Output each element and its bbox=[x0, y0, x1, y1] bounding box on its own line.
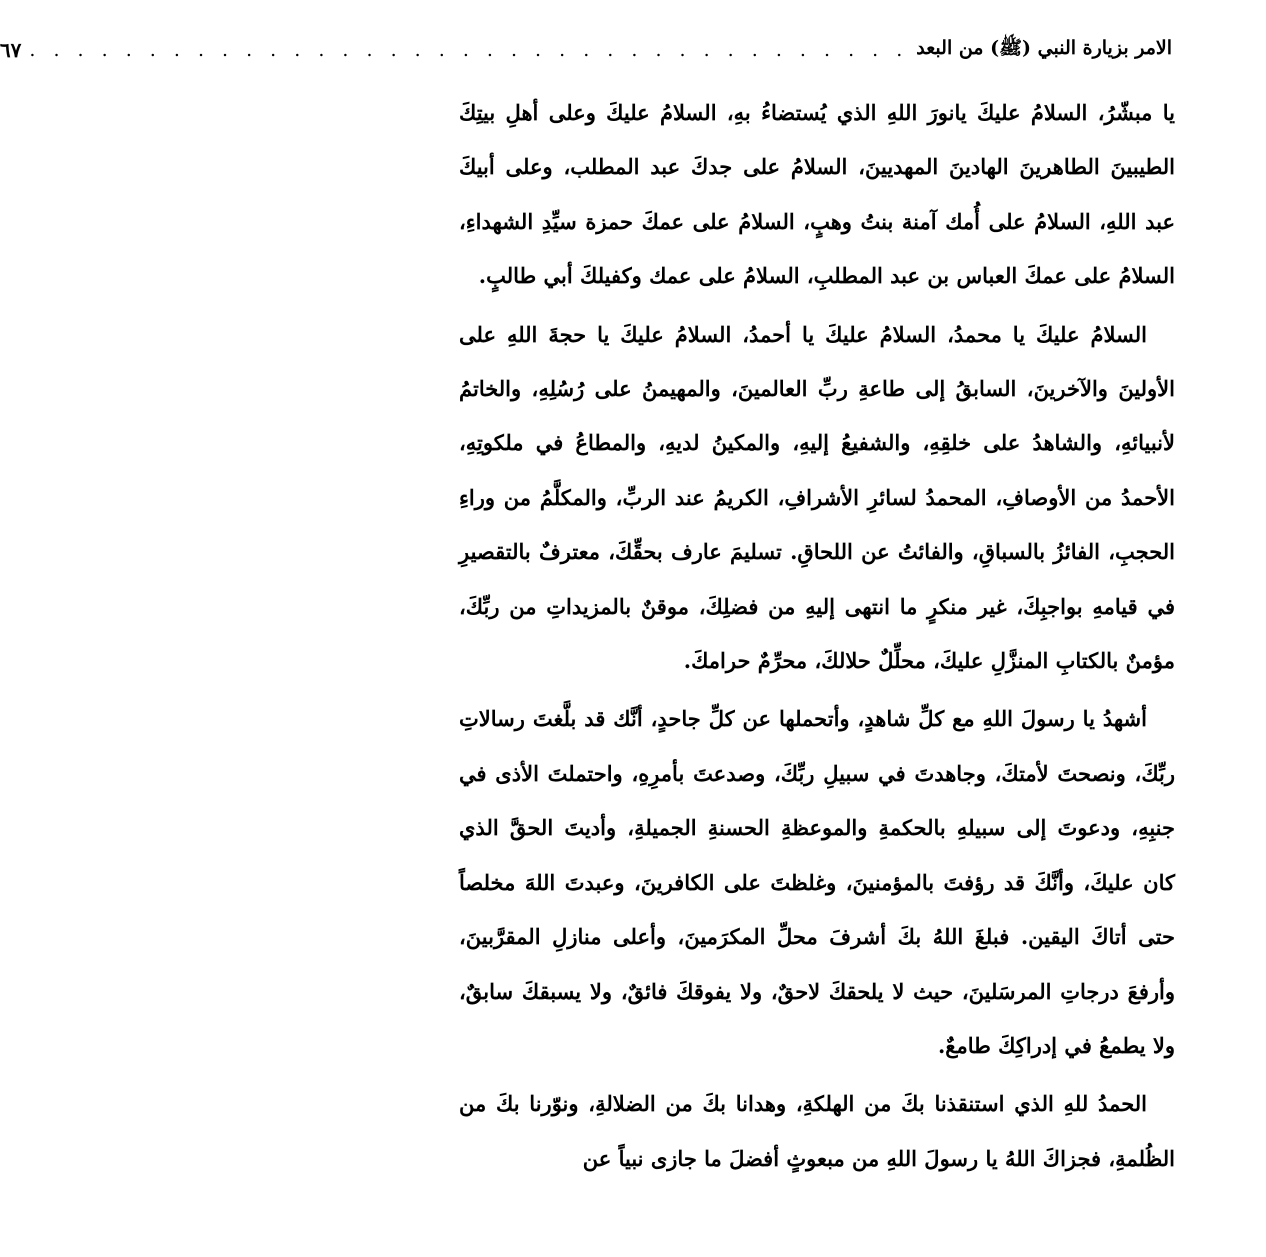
paragraph-greetings: يا مبشّرُ، السلامُ عليكَ يانورَ اللهِ الذي يُستضاءُ بهِ، السلامُ عليكَ وعلى أهلِ بيتِكَ الطيبينَ الطاهرينَ الهادينَ المهديينَ، السلامُ على جدكَ عبد المطلب، وعلى أبيكَ عبد اللهِ، السلامُ على أُمك آمنة بنتُ وهبٍ، السلامُ على عمكَ حمزة سيِّدِ الشهداءِ، السلامُ على عمكَ العباس بن عبد المطلبِ، السلامُ على عمك وكفيلكَ أبي طالبٍ. bbox=[459, 100, 1175, 289]
paragraph-salutation: السلامُ عليكَ يا محمدُ، السلامُ عليكَ يا أحمدُ، السلامُ عليكَ يا حجةَ اللهِ على الأولينَ والآخرينَ، السابقُ إلى طاعةِ ربِّ العالمينَ، والمهيمنُ على رُسُلِهِ، والخاتمُ لأنبيائهِ، والشاهدُ على خلقِهِ، والشفيعُ إليهِ، والمكينُ لديهِ، والمطاعُ في ملكوتِهِ، الأحمدُ من الأوصافِ، المحمدُ لسائرِ الأشرافِ، الكريمُ عند الربِّ، والمكلَّمُ من وراءِ الحجبِ، الفائزُ بالسباقِ، والفائتُ عن اللحاقِ. تسليمَ عارف بحقِّكَ، معترفٌ بالتقصيرِ في قيامهِ بواجبِكَ، غير منكرٍ ما انتهى إليهِ من فضلِكَ، موقنٌ بالمزيداتِ من ربِّكَ، مؤمنٌ بالكتابِ المنزَّلِ عليكَ، محلِّلٌ حلالكَ، محرِّمٌ حرامكَ. bbox=[459, 321, 1175, 674]
page-body bbox=[459, 86, 1175, 1186]
page-number: ٦٧ bbox=[0, 38, 22, 62]
running-title: الامر بزيارة النبي (ﷺ) من البعد bbox=[916, 37, 1172, 59]
dot-leader: . . . . . . . . . . . . . . . . . . . . . . . . . . . . . . . . . . . . . bbox=[29, 39, 909, 61]
paragraph-testimony: أشهدُ يا رسولَ اللهِ مع كلِّ شاهدٍ، وأتحملها عن كلِّ جاحدٍ، أنَّك قد بلَّغتَ رسالاتِ ربِّكَ، ونصحتَ لأمتكَ، وجاهدتَ في سبيلِ ربِّكَ، وصدعتَ بأمرِهِ، واحتملتَ الأذى في جنبِهِ، ودعوتَ إلى سبيلهِ بالحكمةِ والموعظةِ الحسنةِ الجميلةِ، وأديتَ الحقَّ الذي كان عليكَ، وأنَّكَ قد رؤفتَ بالمؤمنينَ، وغلظتَ على الكافرينَ، وعبدتَ اللهَ مخلصاً حتى أتاكَ اليقين. فبلغَ اللهُ بكَ أشرفَ محلِّ المكرَمينَ، وأعلى منازلِ المقرَّبينَ، وأرفعَ درجاتِ المرسَلينَ، حيث لا يلحقكَ لاحقٌ، ولا يفوقكَ فائقٌ، ولا يسبقكَ سابقٌ، ولا يطمعُ في إدراكِكَ طامعٌ. bbox=[459, 706, 1175, 1058]
paragraph-praise: الحمدُ للهِ الذي استنقذنا بكَ من الهلكةِ، وهدانا بكَ من الضلالةِ، ونوّرنا بكَ من الظُلمةِ، فجزاكَ اللهُ يا رسولَ اللهِ من مبعوثٍ أفضلَ ما جازى نبياً عن bbox=[459, 1091, 1175, 1171]
running-header bbox=[0, 30, 1172, 70]
